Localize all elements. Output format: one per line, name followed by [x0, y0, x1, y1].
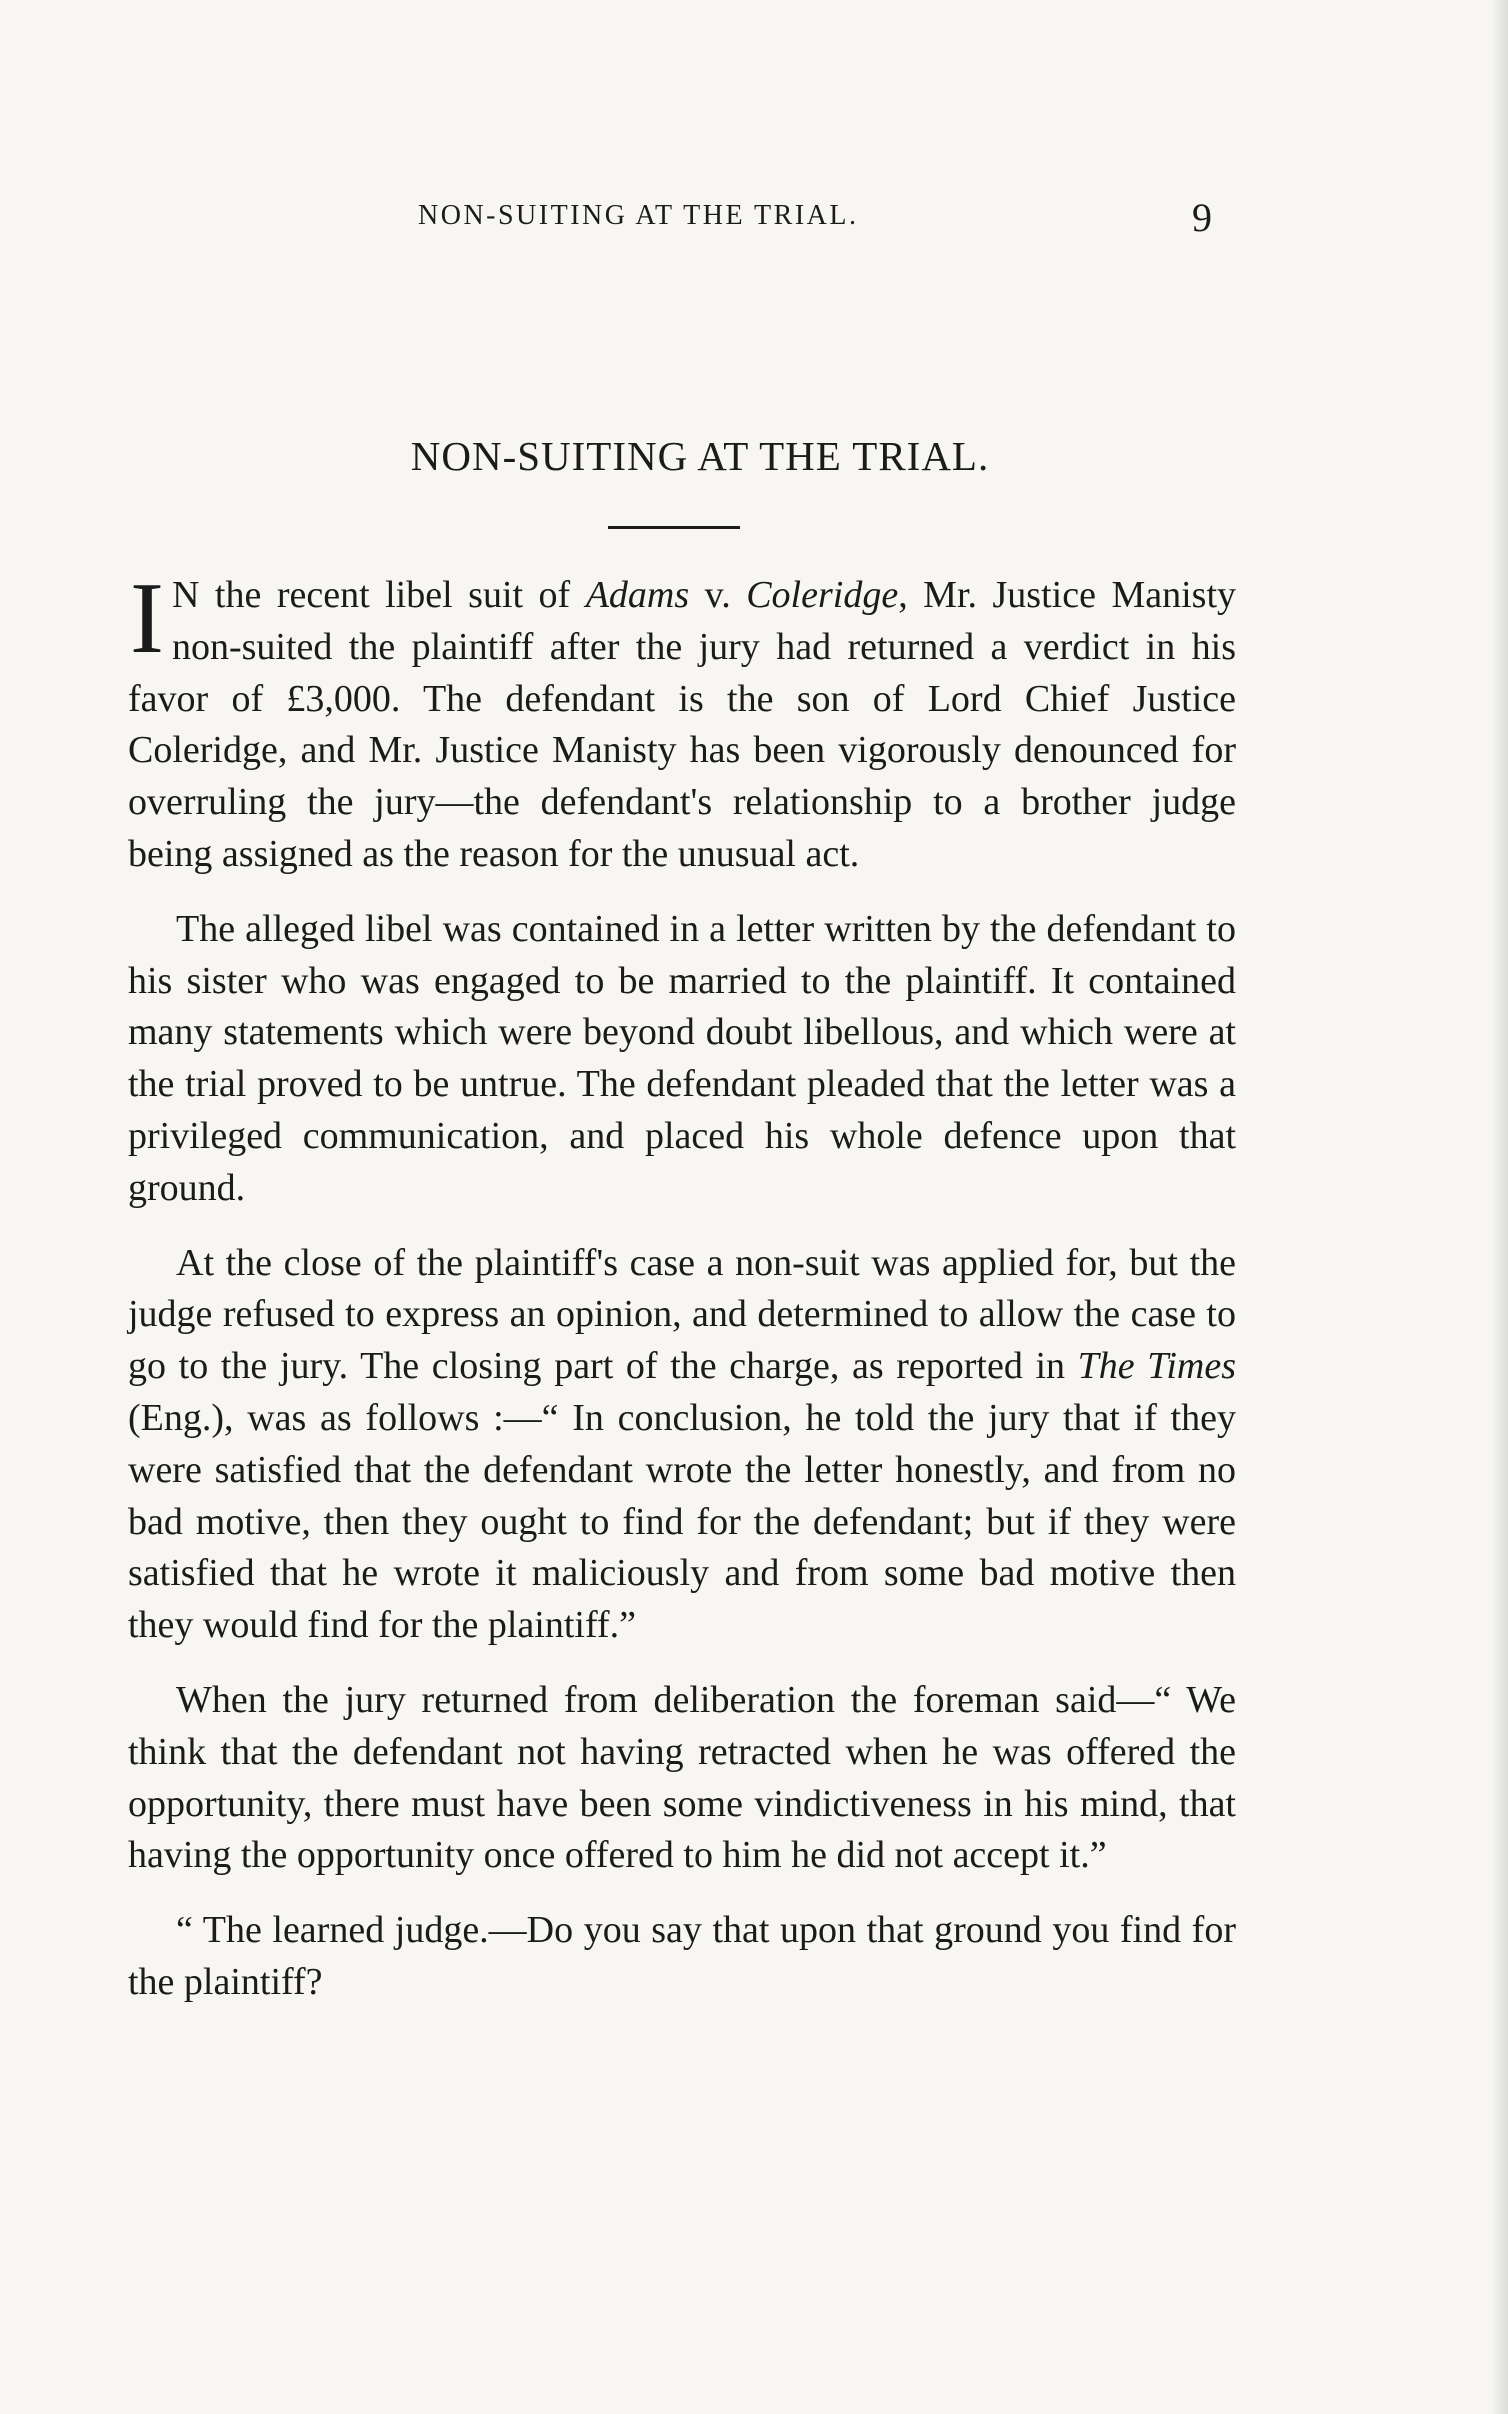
page-edge-shadow	[1490, 0, 1508, 2414]
paragraph-5: “ The learned judge.—Do you say that upon that ground you find for the plaintiff?	[128, 1909, 1236, 2003]
paragraph-3-text-a: At the close of the plaintiff's case a non-suit was applied for, but the judge refused to express an opinion, and determined to allow the case to go to the jury. The closing part of the charge, as reported in	[128, 1241, 1236, 1388]
paragraph-3-text-b: (Eng.), was as follows :—“ In conclusion, he told the jury that if they were satisfied that the defendant wrote the letter honestly, and from no bad motive, then they ought to find for the defendant; but if they were satisfied that he wrote it maliciously and from some bad motive then they would find for the plaintiff.”	[128, 1396, 1236, 1647]
article-title: NON-SUITING AT THE TRIAL.	[410, 433, 990, 479]
paragraph-1-text-c: , Mr. Justice Manisty non-suited the plaintiff after the jury had returned a verdict in his favor of £3,000. The defendant is the son of Lord Chief Justice Coleridge, and Mr. Justice Manisty has been vigorously denounced for overruling the jury—the defendant's relationship to a brother judge being assigned as the reason for the unusual act.	[128, 574, 1236, 875]
case-name-adams: Adams	[585, 574, 690, 616]
running-header: NON-SUITING AT THE TRIAL.	[418, 200, 859, 231]
paragraph-1	[128, 562, 1236, 881]
article-body	[128, 562, 1236, 2032]
paragraph-4: When the jury returned from deliberation the foreman said—“ We think that the defendant not having retracted when he was offered the opportunity, there must have been some vindictiveness in his mind, that having the opportunity once offered to him he did not accept it.”	[128, 1678, 1236, 1877]
paragraph-2: The alleged libel was contained in a letter written by the defendant to his sister who was engaged to be married to the plaintiff. It contained many statements which were beyond doubt libellous, and which were at the trial proved to be untrue. The defendant pleaded that the letter was a privileged communication, and placed his whole defence upon that ground.	[128, 907, 1236, 1209]
paragraph-1-text-a: N the recent libel suit of	[171, 574, 586, 616]
paragraph-1-text-b: v.	[689, 574, 747, 616]
paragraph-3	[128, 1238, 1236, 1652]
drop-cap: I	[130, 562, 164, 675]
newspaper-name: The Times	[1077, 1345, 1236, 1388]
case-name-coleridge: Coleridge	[746, 574, 899, 616]
page-number: 9	[1192, 195, 1212, 240]
title-rule	[608, 526, 740, 529]
